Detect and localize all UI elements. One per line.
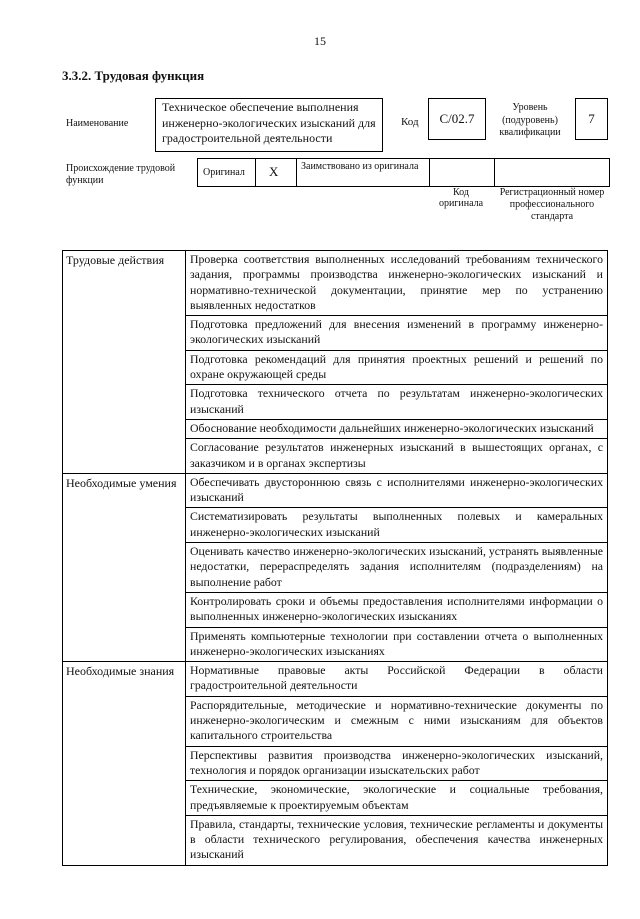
original-mark: X [269, 164, 279, 179]
borrowed-label: Заимствовано из оригинала [301, 161, 419, 172]
original-code-cell [430, 159, 495, 186]
section-heading: 3.3.2. Трудовая функция [62, 68, 205, 83]
reg-number-cell [495, 159, 607, 186]
list-item: Подготовка рекомендаций для принятия проектных решений и решений по охране окружающей среды [186, 350, 607, 385]
list-item: Подготовка технического отчета по результатам инженерно-экологических изысканий [186, 384, 607, 419]
section-title: Необходимые знания [63, 662, 186, 865]
list-item: Нормативные правовые акты Российской Федерации в области градостроительной деятельности [190, 663, 603, 693]
code-value: C/02.7 [439, 111, 475, 126]
list-item: Оценивать качество инженерно-экологических изысканий, устранять выявленные недостатки, перераспределять задания исполнителям (подразделениям) на выполнение работ [186, 542, 607, 592]
list-item: Систематизировать результаты выполненных полевых и камеральных инженерно-экологических изысканий [186, 507, 607, 542]
original-label: Оригинал [203, 167, 245, 178]
list-item: Применять компьютерные технологии при составлении отчета о выполненных инженерно-экологических изысканиях [186, 627, 607, 662]
function-table [62, 250, 608, 866]
code-label: Код [401, 116, 419, 128]
section-required-knowledge [63, 661, 607, 865]
origin-table [197, 158, 610, 187]
list-item: Обоснование необходимости дальнейших инженерно-экологических изысканий [186, 419, 607, 438]
section-title: Необходимые умения [63, 474, 186, 661]
code-value-box [428, 98, 486, 140]
list-item: Обеспечивать двустороннюю связь с исполнителями инженерно-экологических изысканий [190, 474, 603, 505]
list-item: Согласование результатов инженерных изысканий в вышестоящих органах, с заказчиком и в органах экспертизы [186, 438, 607, 473]
list-item: Контролировать сроки и объемы предоставления исполнителями информации о выполненных инженерно-экологических изысканиях [186, 592, 607, 627]
level-label: Уровень (подуровень) квалификации [499, 102, 561, 138]
function-name-box: Техническое обеспечение выполнения инженерно-экологических изысканий для градостроительной деятельности [155, 98, 383, 152]
level-value: 7 [588, 111, 595, 126]
list-item: Правила, стандарты, технические условия, технические регламенты и документы в области технического регулирования, обеспечения качества инженерных изысканий [186, 815, 607, 865]
page-number: 15 [314, 34, 326, 48]
list-item: Проверка соответствия выполненных исследований требованиям технического задания, программы производства инженерно-экологических изысканий и нормативно-технической документации, принятие мер по устранению выявленных недостатков [190, 252, 603, 312]
section-required-skills [63, 473, 607, 661]
section-title: Трудовые действия [63, 251, 186, 473]
list-item: Распорядительные, методические и нормативно-технические документы по инженерно-экологическим и смежным с ними изысканиям для объектов капитального строительства [186, 696, 607, 746]
code-caption: Код оригинала [438, 187, 484, 209]
name-label: Наименование [66, 118, 129, 129]
origin-label: Происхождение трудовой функции [66, 163, 176, 186]
reg-caption: Регистрационный номер профессионального стандарта [499, 187, 605, 222]
list-item: Подготовка предложений для внесения изменений в программу инженерно-экологических изысканий [186, 315, 607, 350]
section-labor-actions [63, 251, 607, 473]
list-item: Перспективы развития производства инженерно-экологических изысканий, технология и порядок организации изыскательских работ [186, 746, 607, 781]
level-value-box [575, 98, 608, 140]
list-item: Технические, экономические, экологические и социальные требования, предъявляемые к проектируемым объектам [186, 780, 607, 815]
